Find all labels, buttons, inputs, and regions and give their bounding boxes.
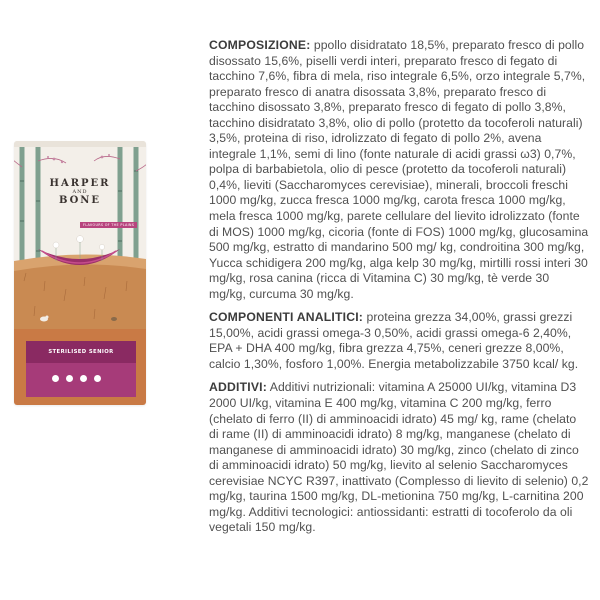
composition-text: ppollo disidratato 18,5%, preparato fresco di pollo disossato 15,6%, piselli verdi interi, preparato fresco di fegato di tacchino 7,6%, fibra di mela, riso integrale 6,5%, orzo integrale 5,7%, preparato fresco di anatra disossata 3,8%, preparato fresco di tacchino disossato 3,8%, preparato fresco di fegato di pollo 3,8%, tacchino disidratato 3,8%, olio di pollo (protetto da tocoferoli naturali) 3,5%, proteina di riso, idrolizzato di fegato di pollo 2%, avena integrale 1,1%, semi di lino (fonte naturale di acidi grassi ω3) 0,7%, polpa di barbabietola, olio di pesce (protetto da tocoferoli naturali) 0,4%, lieviti (Saccharomyces cerevisiae), minerali, broccoli freschi 1000 mg/kg, zucca fresca 1000 mg/kg, carota fresca 1000 mg/kg, mela fresca 1000 mg/kg, parete cellulare del lievito idrolizzato (fonte di MOS) 1000 mg/kg, cicoria (fonte di FOS) 1000 mg/kg, glucosamina 500 mg/kg, estratto di mandarino 500 mg/ kg, condroitina 300 mg/kg, Yucca schidigera 200 mg/kg, alga kelp 30 mg/kg, mirtilli rossi interi 30 mg/kg, rosa canina (ricca di Vitamina C) 30 mg/kg, tè verde 30 mg/kg, curcuma 30 mg/kg. [209,38,589,301]
product-image [14,141,146,405]
brand-name-line3: BONE [58,195,102,206]
turkey-icon [80,375,87,382]
analytical-text: proteina grezza 34,00%, grassi grezzi 15,00%, acidi grassi omega-3 0,50%, acidi grassi omega-6 2,40%, EPA + DHA 400 mg/kg, fibra grezza 4,75%, ceneri grezze 8,00%, calcio 1,30%, fosforo 1,00%. Energia metabolizzabile 3750 kcal/ kg. [209,310,579,371]
brand-logo [14,179,146,206]
product-description [209,38,589,544]
brand-name-line2: AND [72,189,88,195]
analytical-heading: COMPONENTI ANALITICI: [209,310,364,325]
composition-section [209,38,589,302]
flavour-ribbon: FLAVOURS OF THE PLAINS [80,222,137,228]
additives-text: Additivi nutrizionali: vitamina A 25000 UI/kg, vitamina D3 2000 UI/kg, vitamina E 400 mg/kg, vitamina C 200 mg/kg, ferro (chelato di ferro (II) di amminoacidi idrato) 45 mg/ kg, rame (chelato di rame (II) di amminoacidi idrato) 8 mg/kg, manganese (chelato di manganese di amminoacidi idrato) 30 mg/kg, zinco (chelato di zinco di amminoacidi idrato) 50 mg/kg, lievito al selenio Saccharomyces cerevisiae NCYC R397, inattivato (Complesso di lievito di selenio) 0,2 mg/kg, taurina 1500 mg/kg, DL-metionina 750 mg/kg, L-carnitina 200 mg/kg. Additivi tecnologici: antiossidanti: estratti di tocoferolo da oli vegetali 150 mg/kg. [209,380,589,535]
composition-heading: COMPOSIZIONE: [209,38,311,52]
variant-label: STERILISED SENIOR [26,341,136,363]
chicken-icon [52,375,59,382]
chicken-liver-icon [94,375,101,382]
bag-info-panel [26,363,136,397]
additives-section [209,380,589,535]
brand-name-line1: HARPER [49,178,111,189]
additives-heading: ADDITIVI: [209,380,267,395]
analytical-section [209,310,589,372]
duck-icon [66,375,73,382]
